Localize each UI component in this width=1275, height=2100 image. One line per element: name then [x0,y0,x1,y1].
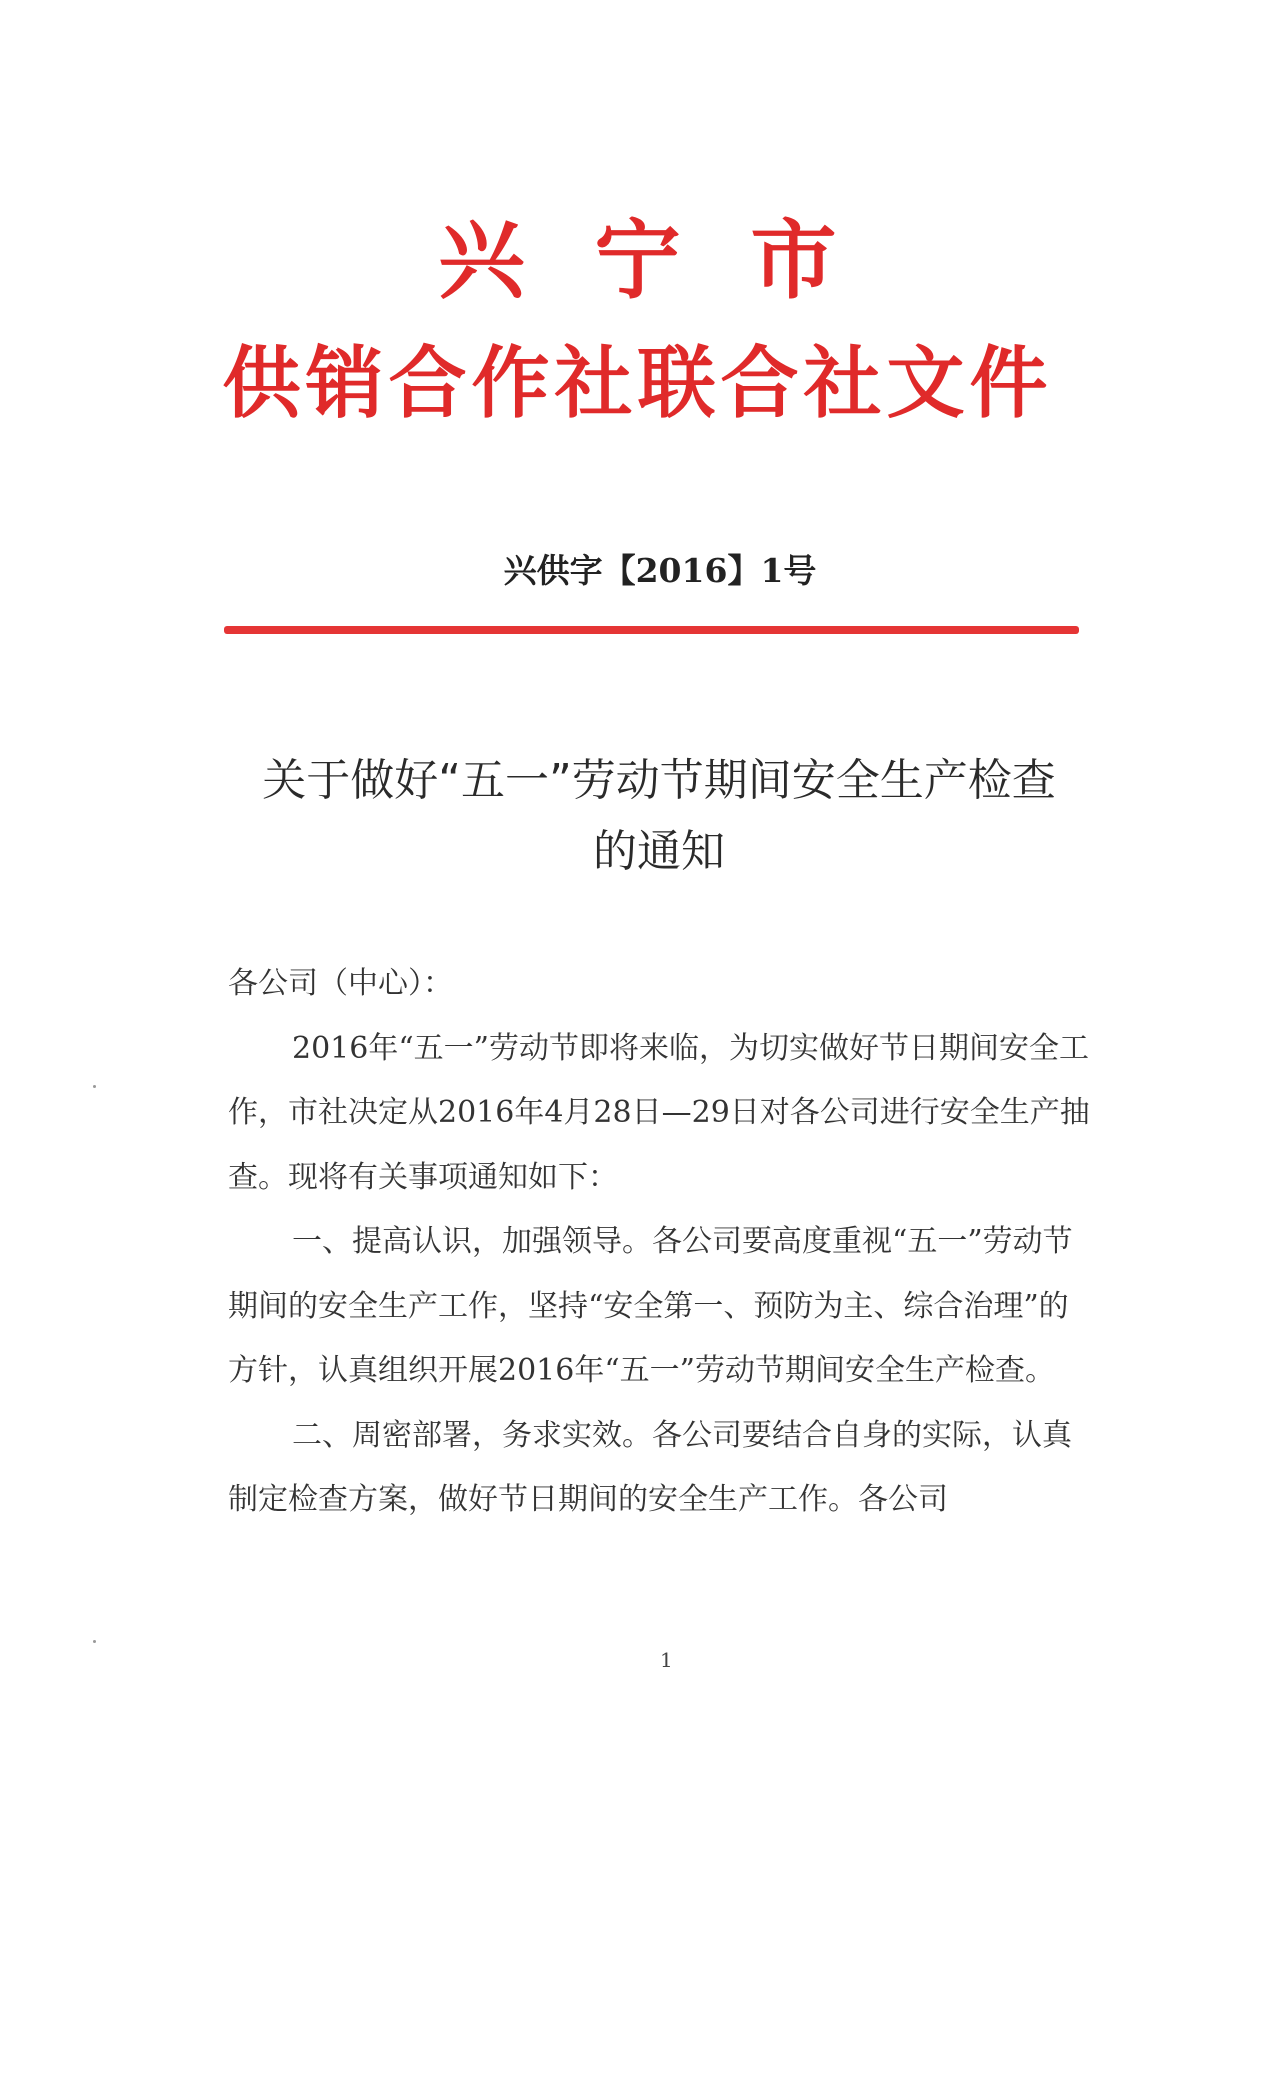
scan-speck [93,1085,96,1088]
paragraph-item-1: 一、提高认识，加强领导。各公司要高度重视“五一”劳动节期间的安全生产工作，坚持“安全第一、预防为主、综合治理”的方针，认真组织开展2016年“五一”劳动节期间安全生产检查。 [228,1224,1073,1388]
scan-speck [93,1640,96,1643]
document-body [228,952,1094,1533]
salutation: 各公司（中心）： [228,966,453,1001]
document-number: 兴供字【2016】1号 [503,551,817,590]
page-number: 1 [660,1648,673,1672]
paragraph-intro: 2016年“五一”劳动节即将来临，为切实做好节日期间安全工作，市社决定从2016年4月28日—29日对各公司进行安全生产抽查。现将有关事项通知如下： [228,1030,1090,1195]
title-line-2: 的通知 [593,826,725,877]
issuer-city: 兴宁市 [438,210,907,311]
red-header-rule [224,626,1079,634]
document-title [224,745,1094,887]
title-line-1: 关于做好“五一”劳动节期间安全生产检查 [262,755,1056,806]
paragraph-item-2: 二、周密部署，务求实效。各公司要结合自身的实际，认真制定检查方案，做好节日期间的安全生产工作。各公司 [228,1417,1072,1517]
issuer-organization: 供销合作社联合社文件 [222,338,1053,429]
